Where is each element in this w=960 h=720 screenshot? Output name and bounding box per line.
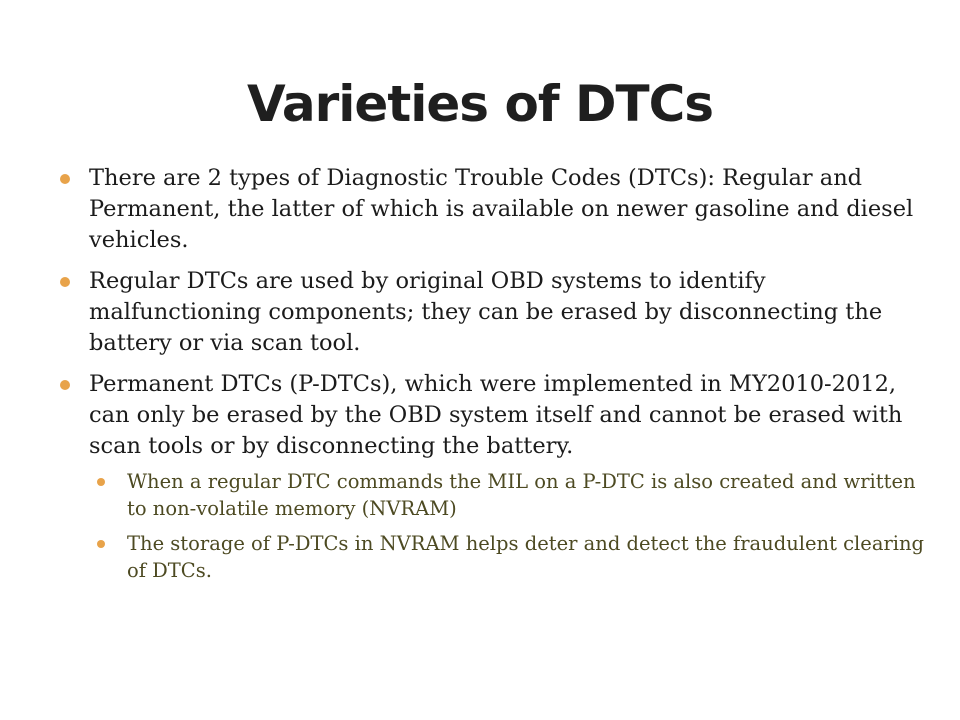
bullet-list xyxy=(60,163,930,594)
bullet-marker-icon xyxy=(60,380,70,390)
slide-title: Varieties of DTCs xyxy=(246,75,714,133)
bullet-text: There are 2 types of Diagnostic Trouble Codes (DTCs): Regular and Permanent, the latter of which is available on newer gasoline and diesel vehicles. xyxy=(89,165,914,253)
bullet-item xyxy=(60,369,930,584)
sub-bullet-marker-icon xyxy=(97,478,105,486)
sub-bullet-text: When a regular DTC commands the MIL on a P-DTC is also created and written to non-volatile memory (NVRAM) xyxy=(127,470,916,520)
sub-bullet-list xyxy=(89,468,930,584)
bullet-text: Regular DTCs are used by original OBD systems to identify malfunctioning components; they can be erased by disconnecting the battery or via scan tool. xyxy=(89,268,883,356)
sub-bullet-item xyxy=(97,530,930,584)
bullet-text: Permanent DTCs (P-DTCs), which were implemented in MY2010-2012, can only be erased by the OBD system itself and cannot be erased with scan tools or by disconnecting the battery. xyxy=(89,371,903,459)
bullet-marker-icon xyxy=(60,174,70,184)
bullet-marker-icon xyxy=(60,277,70,287)
sub-bullet-item xyxy=(97,468,930,522)
sub-bullet-marker-icon xyxy=(97,540,105,548)
bullet-item xyxy=(60,163,930,256)
bullet-item xyxy=(60,266,930,359)
sub-bullet-text: The storage of P-DTCs in NVRAM helps deter and detect the fraudulent clearing of DTCs. xyxy=(127,532,925,582)
